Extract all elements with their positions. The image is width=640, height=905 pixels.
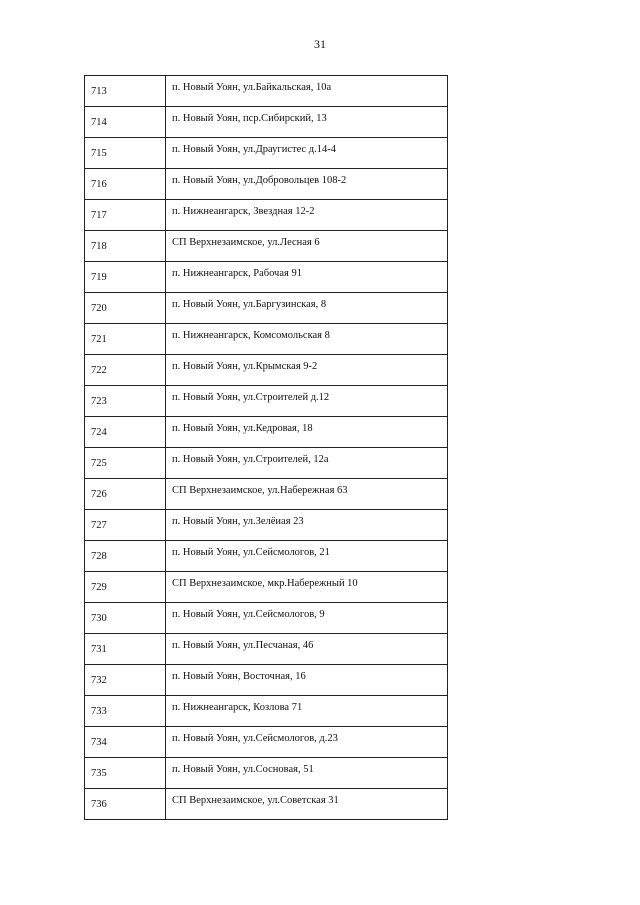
row-number-cell: 736	[85, 789, 166, 820]
row-address-cell: п. Нижнеангарск, Козлова 71	[166, 696, 448, 727]
row-address-cell: п. Новый Уоян, ул.Строителей, 12а	[166, 448, 448, 479]
table-row	[85, 200, 448, 231]
row-address-cell: п. Новый Уоян, ул.Сейсмологов, 21	[166, 541, 448, 572]
row-address-cell: п. Новый Уоян, ул.Кедровая, 18	[166, 417, 448, 448]
table-row	[85, 448, 448, 479]
row-number-cell: 727	[85, 510, 166, 541]
row-number-cell: 718	[85, 231, 166, 262]
table-row	[85, 603, 448, 634]
row-address-cell: п. Нижнеангарск, Комсомольская 8	[166, 324, 448, 355]
row-address-cell: п. Новый Уоян, ул.Песчаная, 46	[166, 634, 448, 665]
address-table	[84, 75, 448, 820]
table-row	[85, 510, 448, 541]
row-number-cell: 731	[85, 634, 166, 665]
row-address-cell: п. Новый Уоян, ул.Добровольцев 108-2	[166, 169, 448, 200]
row-address-cell: п. Новый Уоян, ул.Драугистес д.14-4	[166, 138, 448, 169]
row-number-cell: 734	[85, 727, 166, 758]
row-address-cell: п. Новый Уоян, ул.Сейсмологов, д.23	[166, 727, 448, 758]
row-number-cell: 722	[85, 355, 166, 386]
table-row	[85, 417, 448, 448]
row-number-cell: 717	[85, 200, 166, 231]
table-row	[85, 262, 448, 293]
row-address-cell: п. Новый Уоян, ул.Сейсмологов, 9	[166, 603, 448, 634]
row-address-cell: СП Верхнезаимское, ул.Набережная 63	[166, 479, 448, 510]
table-row	[85, 789, 448, 820]
table-row	[85, 293, 448, 324]
table-row	[85, 758, 448, 789]
row-address-cell: п. Новый Уоян, ул.Сосновая, 51	[166, 758, 448, 789]
table-row	[85, 169, 448, 200]
row-address-cell: СП Верхнезаимское, ул.Лесная 6	[166, 231, 448, 262]
table-row	[85, 665, 448, 696]
row-number-cell: 720	[85, 293, 166, 324]
row-number-cell: 714	[85, 107, 166, 138]
row-address-cell: п. Нижнеангарск, Рабочая 91	[166, 262, 448, 293]
row-number-cell: 730	[85, 603, 166, 634]
row-address-cell: п. Новый Уоян, ул.Баргузинская, 8	[166, 293, 448, 324]
row-address-cell: п. Новый Уоян, ул.Зелёиая 23	[166, 510, 448, 541]
row-address-cell: СП Верхнезаимское, мкр.Набережный 10	[166, 572, 448, 603]
table-row	[85, 231, 448, 262]
row-number-cell: 729	[85, 572, 166, 603]
row-address-cell: п. Новый Уоян, пср.Сибирский, 13	[166, 107, 448, 138]
page-number: 31	[314, 37, 326, 51]
row-address-cell: п. Новый Уоян, ул.Байкальская, 10а	[166, 76, 448, 107]
table-row	[85, 138, 448, 169]
table-row	[85, 727, 448, 758]
table-row	[85, 386, 448, 417]
table-row	[85, 479, 448, 510]
row-address-cell: п. Новый Уоян, Восточная, 16	[166, 665, 448, 696]
row-number-cell: 721	[85, 324, 166, 355]
row-number-cell: 725	[85, 448, 166, 479]
row-number-cell: 733	[85, 696, 166, 727]
table-row	[85, 76, 448, 107]
row-number-cell: 726	[85, 479, 166, 510]
row-address-cell: СП Верхнезаимское, ул.Советская 31	[166, 789, 448, 820]
table-row	[85, 572, 448, 603]
row-number-cell: 723	[85, 386, 166, 417]
row-number-cell: 724	[85, 417, 166, 448]
row-number-cell: 719	[85, 262, 166, 293]
table-row	[85, 541, 448, 572]
table-row	[85, 355, 448, 386]
table-row	[85, 634, 448, 665]
row-address-cell: п. Новый Уоян, ул.Крымская 9-2	[166, 355, 448, 386]
row-number-cell: 732	[85, 665, 166, 696]
row-number-cell: 713	[85, 76, 166, 107]
row-address-cell: п. Новый Уоян, ул.Строителей д.12	[166, 386, 448, 417]
row-number-cell: 735	[85, 758, 166, 789]
table-row	[85, 696, 448, 727]
table-row	[85, 107, 448, 138]
row-address-cell: п. Нижнеангарск, Звездная 12-2	[166, 200, 448, 231]
address-table-body	[85, 76, 448, 820]
row-number-cell: 715	[85, 138, 166, 169]
row-number-cell: 716	[85, 169, 166, 200]
row-number-cell: 728	[85, 541, 166, 572]
table-row	[85, 324, 448, 355]
